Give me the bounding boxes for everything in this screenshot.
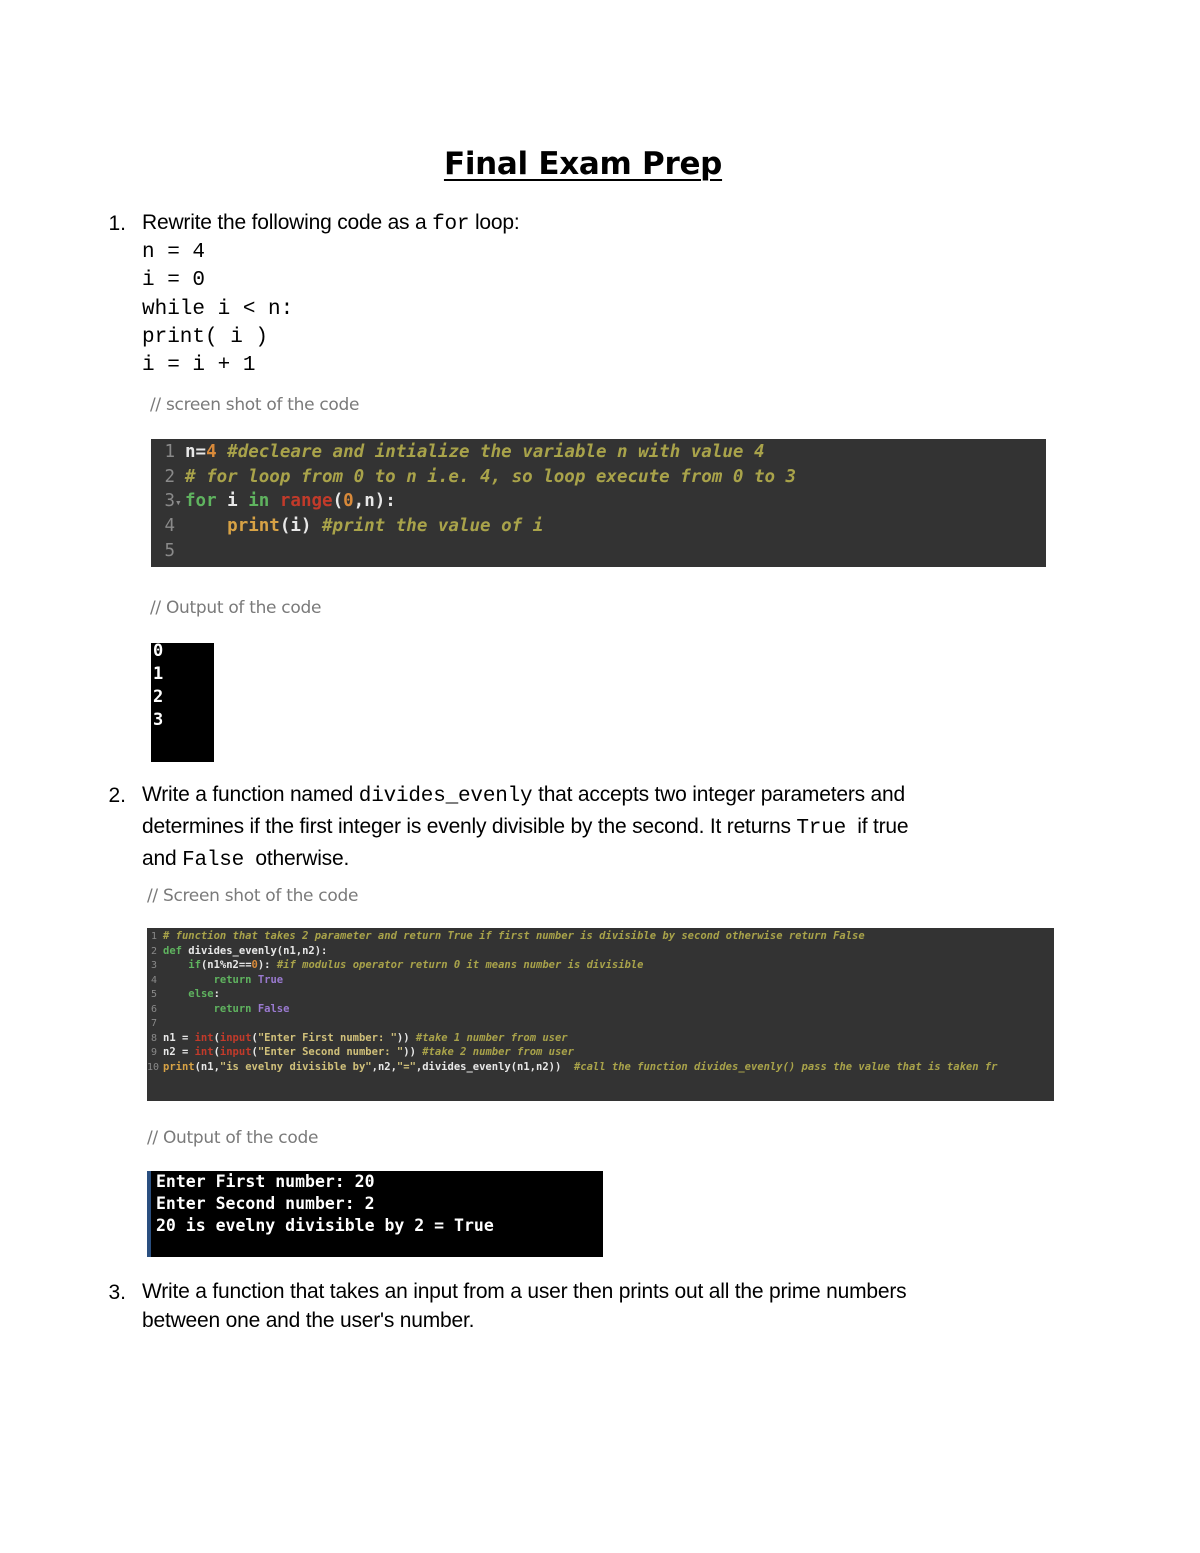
question-1-output-note: // Output of the code	[150, 598, 322, 618]
editor-line: 10 print(n1,"is evelny divisible by",n2,"=",divides_evenly(n1,n2)) #call the function divides_evenly() pass the value that is taken fr	[147, 1060, 998, 1073]
editor-line: 3▾ for i in range(0,n):	[151, 489, 396, 514]
console-line: 0	[153, 641, 164, 661]
question-1-text-after: loop:	[469, 211, 520, 234]
question-1-code-line: print( i )	[142, 326, 269, 349]
console-line: 1	[153, 664, 164, 684]
question-1-code-line: i = 0	[142, 269, 206, 292]
question-2-screenshot-note: // Screen shot of the code	[147, 886, 359, 906]
question-1-number: 1.	[108, 212, 126, 235]
question-2-line-2: determines if the first integer is evenly divisible by the second. It returns True if true	[142, 815, 909, 840]
line-number: 4	[164, 516, 175, 536]
editor-line: 3 if(n1%n2==0): #if modulus operator return 0 it means number is divisible	[150, 959, 644, 971]
line-number: 1	[164, 442, 175, 462]
question-1-prompt	[142, 207, 520, 241]
console-line: Enter First number: 20	[156, 1172, 375, 1191]
question-2-number: 2.	[108, 784, 126, 807]
question-1-text-before: Rewrite the following code as a	[142, 211, 433, 234]
question-1-code-line: n = 4	[142, 241, 206, 264]
question-1-screenshot-note: // screen shot of the code	[150, 395, 360, 415]
page-title: Final Exam Prep	[443, 146, 723, 182]
console-output-2	[147, 1171, 603, 1257]
console-line: Enter Second number: 2	[156, 1194, 375, 1213]
editor-line: 6 return False	[150, 1002, 290, 1015]
editor-line: 8 n1 = int(input("Enter First number: ")) #take 1 number from user	[150, 1031, 568, 1044]
question-2-line-1: Write a function named divides_evenly that accepts two integer parameters and	[142, 783, 905, 808]
editor-line: 4 return True	[150, 973, 284, 986]
console-line: 2	[153, 687, 164, 707]
editor-line: 1 # function that takes 2 parameter and return True if first number is divisible by second otherwise return False	[150, 930, 865, 942]
question-1-code-word: for	[432, 213, 470, 236]
function-name-code: divides_evenly	[358, 785, 533, 808]
line-number: 2	[164, 467, 175, 487]
code-editor-screenshot-2	[147, 928, 1054, 1101]
question-3-line-1: Write a function that takes an input from a user then prints out all the prime numbers	[142, 1280, 907, 1303]
console-line: 3	[153, 710, 164, 730]
false-code: False	[182, 849, 245, 872]
question-1-code-line: while i < n:	[142, 298, 294, 321]
question-1-code-line: i = i + 1	[142, 354, 256, 377]
fold-arrow-icon[interactable]: ▾	[175, 496, 182, 509]
editor-line: 1 n=4 #decleare and intialize the variable n with value 4	[151, 440, 765, 465]
question-3-number: 3.	[108, 1281, 126, 1304]
editor-line: 9 n2 = int(input("Enter Second number: ")) #take 2 number from user	[150, 1046, 574, 1058]
editor-line: 2 def divides_evenly(n1,n2):	[150, 944, 328, 957]
line-number: 5	[164, 541, 175, 561]
console-line: 20 is evelny divisible by 2 = True	[156, 1216, 494, 1235]
editor-line	[151, 539, 183, 564]
editor-line: 2 # for loop from 0 to n i.e. 4, so loop execute from 0 to 3	[151, 465, 796, 490]
question-3-line-2: between one and the user's number.	[142, 1309, 475, 1332]
code-editor-screenshot-1	[151, 439, 1046, 567]
editor-line: 7	[150, 1018, 157, 1029]
console-output-1	[151, 643, 214, 762]
question-2-output-note: // Output of the code	[147, 1128, 319, 1148]
question-2-line-3: and False otherwise.	[142, 847, 350, 872]
editor-line: 5 else:	[150, 988, 220, 1000]
editor-line: 4 print(i) #print the value of i	[151, 514, 543, 539]
true-code: True	[796, 817, 846, 840]
line-number: 3	[164, 491, 175, 511]
